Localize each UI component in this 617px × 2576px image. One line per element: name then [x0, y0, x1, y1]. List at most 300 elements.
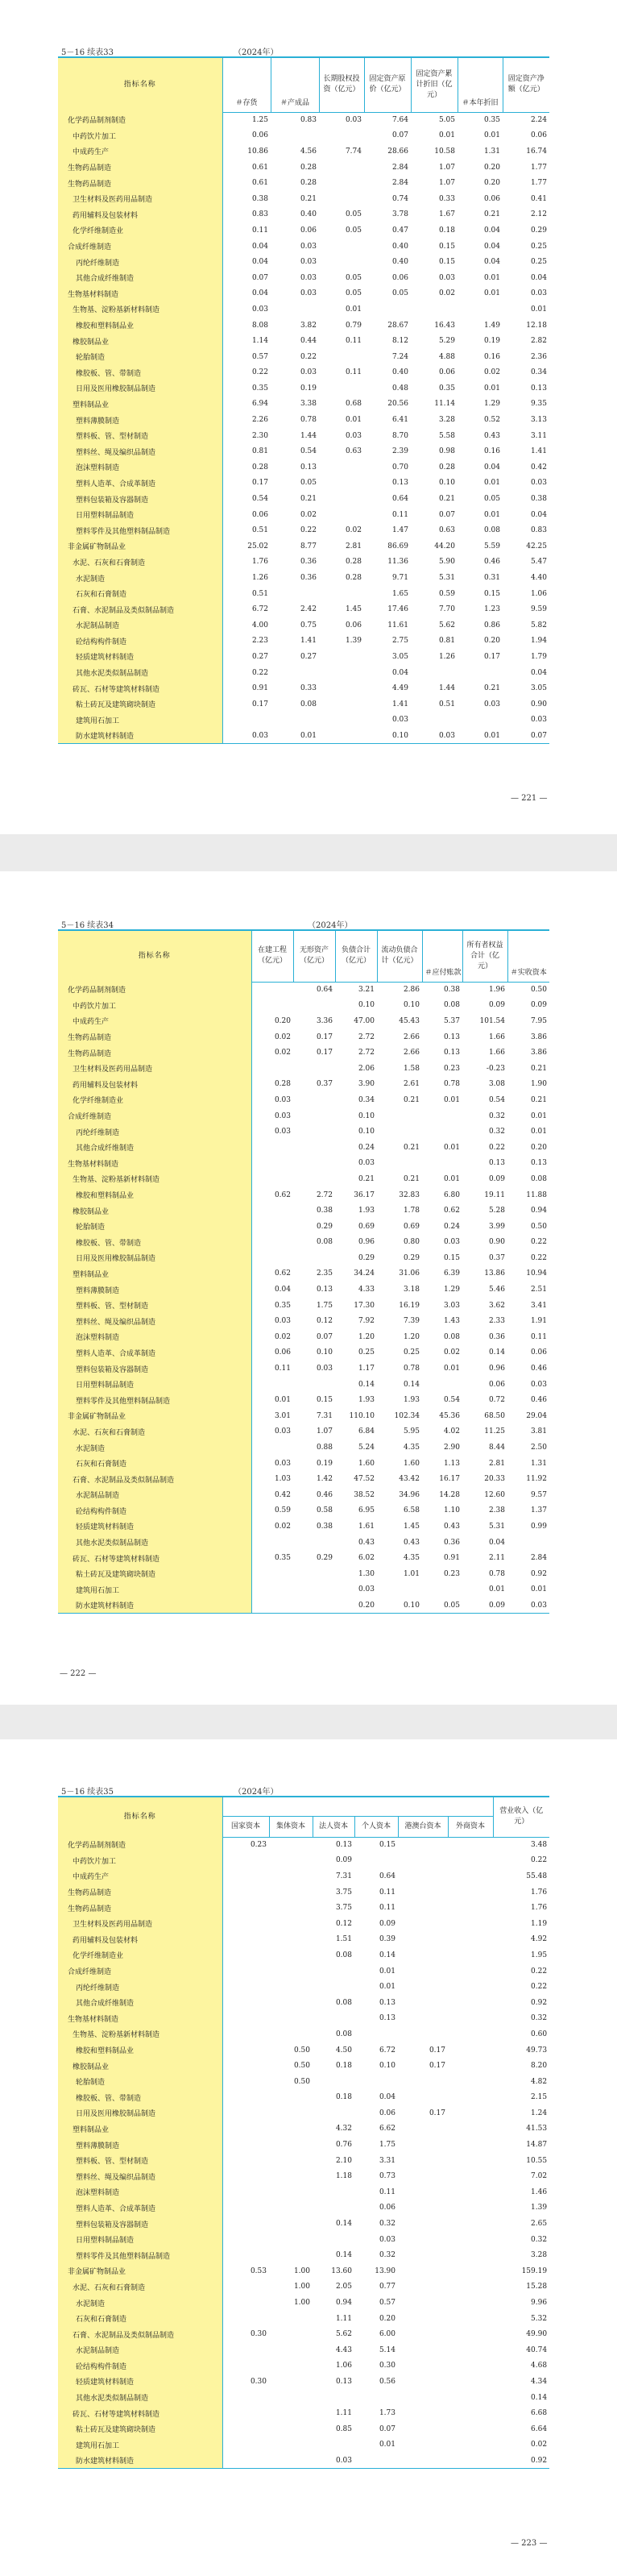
table-cell: 8.70 — [391, 431, 408, 440]
table-cell: 25.02 — [247, 542, 268, 551]
table-cell: 0.25 — [530, 242, 547, 251]
table-cell — [458, 713, 503, 729]
table-cell: 1.61 — [358, 1522, 375, 1531]
table-cell: 0.76 — [335, 2141, 352, 2150]
table-cell: 0.37 — [316, 1080, 333, 1089]
row-label: 橡胶板、管、带制造 — [58, 2090, 222, 2106]
table-cell: 0.01 — [345, 416, 362, 425]
row-label: 砖瓦、石材等建筑材料制造 — [58, 680, 222, 696]
table-cell — [398, 2342, 448, 2358]
table-cell: 0.03 — [313, 2453, 354, 2469]
table-cell: 0.03 — [300, 242, 317, 251]
table-cell: 3.41 — [530, 1301, 547, 1310]
table-cell: 1.03 — [274, 1475, 291, 1484]
table-cell: 0.40 — [391, 242, 408, 251]
table-cell — [222, 2421, 269, 2437]
table-cell — [222, 2026, 269, 2042]
column-header: 固定资产原价（亿元） — [364, 57, 411, 112]
table-cell: 4.43 — [335, 2345, 352, 2354]
table-cell: 0.83 — [300, 116, 317, 125]
table-cell — [448, 1932, 493, 1948]
table-row — [58, 1979, 549, 1995]
row-label: 砖瓦、石材等建筑材料制造 — [58, 2405, 222, 2421]
table-cell — [293, 1124, 335, 1140]
table-cell: 3.13 — [530, 416, 547, 425]
table-cell: 31.06 — [399, 1269, 420, 1278]
table-cell — [319, 459, 364, 476]
table-cell: 7.95 — [530, 1016, 547, 1025]
table-cell — [269, 2247, 313, 2263]
table-row — [58, 2279, 549, 2296]
row-label: 橡胶板、管、带制造 — [58, 365, 222, 381]
table-cell: 102.34 — [394, 1411, 420, 1420]
table-row — [58, 2358, 549, 2374]
table-cell — [222, 2453, 269, 2469]
table-cell: 5.14 — [379, 2345, 395, 2354]
table-cell — [222, 2200, 269, 2217]
table-cell: 1.43 — [443, 1317, 460, 1326]
table-cell: 1.78 — [403, 1207, 420, 1215]
row-label: 轻质建筑材料制造 — [58, 649, 222, 665]
table-cell: 0.17 — [483, 652, 500, 661]
column-header: 国家资本 — [222, 1816, 269, 1837]
table-cell: 0.86 — [483, 621, 500, 629]
table-cell: 0.21 — [530, 1064, 547, 1073]
table-cell: 2.50 — [530, 1444, 547, 1452]
table-cell: 0.02 — [274, 1049, 291, 1057]
table-cell: 0.04 — [251, 258, 268, 267]
table-cell: 1.67 — [438, 210, 455, 219]
table-cell: 1.45 — [403, 1522, 420, 1531]
row-label: 水泥制品制造 — [58, 2342, 222, 2358]
table-cell: 0.54 — [488, 1095, 505, 1104]
table-cell: 9.96 — [531, 2299, 548, 2308]
table-cell: 5.82 — [530, 621, 547, 629]
table-cell — [319, 254, 364, 270]
table-cell: 6.94 — [251, 400, 268, 409]
table-label: 5－16 续表33 — [61, 48, 114, 57]
table-row — [58, 713, 549, 729]
table-cell: 20.56 — [387, 400, 408, 409]
table-cell: 3.99 — [488, 1222, 505, 1231]
table-cell: 5.95 — [403, 1427, 420, 1436]
table-cell: 0.07 — [438, 510, 455, 519]
table-cell: 0.04 — [251, 242, 268, 251]
table-cell — [398, 1995, 448, 2011]
table-cell: 11.88 — [526, 1190, 547, 1199]
table-cell — [269, 2232, 313, 2248]
table-cell — [507, 1535, 549, 1551]
table-row — [58, 207, 549, 223]
table-cell — [448, 1995, 493, 2011]
table-cell — [293, 1566, 335, 1582]
table-cell: 1.24 — [531, 2109, 548, 2117]
table-cell: 6.41 — [391, 416, 408, 425]
table-cell: 0.51 — [251, 526, 268, 535]
table-row — [58, 982, 549, 998]
row-label: 化学药品制剂制造 — [58, 1837, 222, 1853]
table-cell: 4.40 — [530, 574, 547, 583]
table-cell — [222, 1868, 269, 1884]
table-cell: 0.24 — [443, 1222, 460, 1231]
table-cell: 2.84 — [391, 163, 408, 172]
table-cell: 0.14 — [403, 1380, 420, 1389]
table-cell — [222, 2216, 269, 2232]
table-cell: 10.86 — [247, 147, 268, 156]
table-cell — [448, 1963, 493, 1980]
table-cell: 1.58 — [403, 1064, 420, 1073]
column-header: ＃实收资本 — [507, 966, 549, 982]
table-cell — [448, 2011, 493, 2027]
table-cell: 1.29 — [443, 1286, 460, 1294]
table-cell: 0.04 — [530, 273, 547, 282]
table-cell: 0.07 — [251, 273, 268, 282]
table-cell: 8.77 — [300, 542, 317, 551]
table-cell: 5.37 — [443, 1016, 460, 1025]
table-row — [58, 2311, 549, 2327]
table-cell: 0.90 — [488, 1238, 505, 1247]
row-label: 生物基材料制造 — [58, 2011, 222, 2027]
data-table — [58, 56, 549, 744]
table-cell — [269, 1884, 313, 1901]
column-header: 个人资本 — [354, 1816, 398, 1837]
table-cell — [398, 1947, 448, 1963]
row-label: 中药饮片加工 — [58, 1853, 222, 1869]
table-cell: 0.08 — [316, 1238, 333, 1247]
table-cell — [448, 2390, 493, 2406]
table-cell: 0.06 — [379, 2109, 395, 2117]
table-row — [58, 1235, 549, 1251]
table-row — [58, 1124, 549, 1140]
table-cell — [458, 665, 503, 681]
row-label: 轻质建筑材料制造 — [58, 1519, 251, 1535]
table-cell — [448, 2263, 493, 2279]
table-cell: 4.82 — [531, 2077, 548, 2086]
table-cell: 0.62 — [274, 1190, 291, 1199]
row-label: 其他水泥类似制品制造 — [58, 1535, 251, 1551]
column-header: 所有者权益合计（亿元） — [462, 930, 507, 982]
table-row — [58, 1995, 549, 2011]
table-cell: 1.11 — [335, 2409, 352, 2418]
table-cell: 0.07 — [503, 728, 549, 744]
table-row — [58, 680, 549, 696]
table-row — [58, 286, 549, 302]
table-cell: 0.22 — [531, 1983, 548, 1992]
table-cell: 1.94 — [530, 637, 547, 646]
table-cell: 34.96 — [399, 1490, 420, 1499]
table-cell: 0.19 — [300, 384, 317, 393]
table-row — [58, 2405, 549, 2421]
table-cell: 8.44 — [488, 1444, 505, 1452]
table-cell: 8.12 — [391, 337, 408, 346]
table-cell: 0.04 — [488, 1538, 505, 1547]
table-cell — [313, 2074, 354, 2090]
table-cell: 7.31 — [335, 1872, 352, 1880]
table-cell: 0.17 — [429, 2046, 445, 2055]
row-label: 生物药品制造 — [58, 1884, 222, 1901]
table-year: （2024年） — [234, 48, 279, 57]
table-cell: 0.81 — [251, 447, 268, 456]
row-label: 塑料薄膜制造 — [58, 412, 222, 428]
table-cell: 1.06 — [530, 589, 547, 598]
table-cell: 0.08 — [443, 1001, 460, 1010]
row-label: 塑料板、管、型材制造 — [58, 2153, 222, 2169]
table-cell: 3.86 — [530, 1049, 547, 1057]
table-cell — [398, 2216, 448, 2232]
row-label: 塑料制品业 — [58, 1266, 251, 1282]
table-cell — [269, 1995, 313, 2011]
row-label: 石灰和石膏制造 — [58, 1456, 251, 1472]
table-cell: 1.01 — [403, 1569, 420, 1578]
row-label: 塑料包装箱及容器制造 — [58, 1361, 251, 1377]
table-row — [58, 143, 549, 160]
table-row — [58, 601, 549, 617]
table-cell: 17.46 — [387, 605, 408, 614]
table-row — [58, 1345, 549, 1361]
table-cell: 0.29 — [316, 1554, 333, 1563]
table-cell: 0.18 — [335, 2062, 352, 2071]
table-cell — [398, 1979, 448, 1995]
table-cell: 0.36 — [443, 1538, 460, 1547]
table-cell: 0.04 — [391, 668, 408, 677]
row-label: 轻质建筑材料制造 — [58, 2374, 222, 2390]
table-cell: 28.67 — [387, 321, 408, 330]
table-row — [58, 1550, 549, 1566]
table-cell: 0.07 — [391, 131, 408, 140]
table-row — [58, 1535, 549, 1551]
table-cell — [448, 2437, 493, 2453]
table-row — [58, 254, 549, 270]
table-row — [58, 1029, 549, 1045]
table-cell: 0.21 — [403, 1143, 420, 1152]
table-cell — [448, 2295, 493, 2311]
column-header: ＃本年折旧 — [458, 96, 503, 112]
table-row — [58, 301, 549, 318]
table-cell: 2.66 — [403, 1049, 420, 1057]
table-cell: 0.32 — [379, 2251, 395, 2260]
row-label: 日用塑料制品制造 — [58, 507, 222, 523]
table-cell: 9.59 — [530, 605, 547, 614]
table-cell — [448, 2453, 493, 2469]
table-row — [58, 2390, 549, 2406]
table-cell — [222, 1963, 269, 1980]
table-cell: 2.10 — [335, 2156, 352, 2165]
row-label: 塑料板、管、型材制造 — [58, 428, 222, 444]
table-year: （2024年） — [308, 921, 353, 930]
table-cell: 4.32 — [335, 2125, 352, 2134]
table-cell: 1.31 — [530, 1459, 547, 1468]
table-cell — [458, 301, 503, 318]
row-label: 化学纤维制造业 — [58, 1947, 222, 1963]
row-label: 水泥制造 — [58, 1440, 251, 1456]
table-cell: 0.09 — [488, 1174, 505, 1183]
table-cell — [377, 1582, 422, 1598]
table-cell: 4.00 — [251, 621, 268, 629]
table-cell: 6.95 — [358, 1506, 375, 1515]
table-cell: 0.21 — [300, 495, 317, 504]
table-cell: 0.68 — [345, 400, 362, 409]
table-cell: 0.77 — [379, 2283, 395, 2291]
row-label: 其他合成纤维制造 — [58, 270, 222, 286]
table-cell — [222, 1932, 269, 1948]
table-cell: 0.10 — [358, 1111, 375, 1120]
table-cell — [319, 349, 364, 365]
table-cell: 0.50 — [530, 1222, 547, 1231]
table-cell: 4.35 — [403, 1444, 420, 1452]
table-cell — [319, 160, 364, 176]
table-cell — [398, 2405, 448, 2421]
table-cell: 0.53 — [250, 2266, 267, 2275]
table-cell: 0.17 — [316, 1032, 333, 1041]
table-row — [58, 1392, 549, 1408]
table-row — [58, 491, 549, 507]
table-cell: 3.36 — [316, 1016, 333, 1025]
page-number: — 221 — — [511, 794, 548, 803]
table-cell: 0.13 — [335, 1841, 352, 1850]
table-cell: 0.83 — [251, 210, 268, 219]
table-cell: 0.02 — [300, 510, 317, 519]
table-cell — [222, 713, 271, 729]
table-cell: 55.48 — [526, 1872, 548, 1880]
row-label: 其他合成纤维制造 — [58, 1140, 251, 1156]
table-cell: 13.90 — [375, 2266, 395, 2275]
table-cell — [313, 2184, 354, 2200]
table-cell: 0.15 — [438, 242, 455, 251]
table-cell: 0.03 — [358, 1159, 375, 1168]
table-cell: 0.13 — [300, 463, 317, 472]
table-cell: 0.21 — [403, 1174, 420, 1183]
table-cell — [269, 2358, 313, 2374]
table-cell — [271, 713, 319, 729]
table-cell: 0.03 — [411, 728, 458, 744]
row-label: 合成纤维制造 — [58, 239, 222, 255]
table-row — [58, 1440, 549, 1456]
table-row — [58, 1853, 549, 1869]
table-cell — [269, 2421, 313, 2437]
table-cell — [269, 1853, 313, 1869]
table-cell — [269, 2437, 313, 2453]
table-cell — [269, 2405, 313, 2421]
table-cell — [222, 2105, 269, 2121]
table-cell: 1.79 — [530, 652, 547, 661]
table-cell: 5.31 — [438, 574, 455, 583]
table-cell: 0.14 — [488, 1348, 505, 1357]
table-row — [58, 1077, 549, 1093]
table-cell: 0.02 — [443, 1348, 460, 1357]
table-cell: 0.10 — [358, 1001, 375, 1010]
table-cell: 0.28 — [300, 179, 317, 188]
table-cell: 0.21 — [300, 194, 317, 203]
table-cell: 17.30 — [354, 1301, 375, 1310]
table-cell: 0.38 — [316, 1522, 333, 1531]
table-cell: 1.31 — [483, 147, 500, 156]
table-cell — [422, 1124, 462, 1140]
table-cell: 0.01 — [443, 1174, 460, 1183]
table-cell: 0.69 — [358, 1222, 375, 1231]
row-label: 橡胶制品业 — [58, 2058, 222, 2074]
table-row — [58, 570, 549, 586]
column-header: 长期股权投资（亿元） — [319, 57, 364, 112]
table-cell: 40.74 — [526, 2345, 548, 2354]
table-row — [58, 1947, 549, 1963]
table-cell: 0.46 — [483, 558, 500, 567]
table-cell — [251, 1250, 293, 1266]
column-header: 港澳台资本 — [398, 1816, 448, 1837]
row-label: 轮胎制造 — [58, 349, 222, 365]
table-cell — [422, 1108, 462, 1124]
table-cell — [269, 2216, 313, 2232]
table-cell: 5.31 — [488, 1522, 505, 1531]
table-cell — [448, 2358, 493, 2374]
row-label: 生物基材料制造 — [58, 1156, 251, 1172]
table-cell — [293, 1092, 335, 1108]
row-label: 建筑用石加工 — [58, 1582, 251, 1598]
table-cell: 0.17 — [251, 700, 268, 708]
table-cell: 0.16 — [483, 447, 500, 456]
page-222 — [0, 871, 617, 1705]
table-cell: 0.01 — [483, 131, 500, 140]
table-cell: 1.30 — [358, 1569, 375, 1578]
table-cell: 1.76 — [531, 1904, 548, 1913]
table-cell: 6.62 — [379, 2125, 395, 2134]
row-label: 生物药品制造 — [58, 175, 222, 191]
table-cell: 1.75 — [379, 2141, 395, 2150]
table-cell: 0.34 — [530, 368, 547, 377]
table-cell: 19.11 — [484, 1190, 505, 1199]
table-cell: 0.62 — [274, 1269, 291, 1278]
table-cell: 45.43 — [399, 1016, 420, 1025]
table-cell: 0.02 — [274, 1032, 291, 1041]
table-cell — [448, 2342, 493, 2358]
table-cell: 0.47 — [391, 226, 408, 235]
table-cell — [293, 1061, 335, 1077]
table-cell: 4.68 — [531, 2362, 548, 2370]
table-cell: 0.03 — [530, 1380, 547, 1389]
table-cell: 0.57 — [379, 2299, 395, 2308]
table-cell: 0.11 — [530, 1332, 547, 1341]
table-cell — [251, 1440, 293, 1456]
table-cell: 0.14 — [335, 2220, 352, 2229]
table-cell — [448, 2026, 493, 2042]
row-label: 塑料丝、绳及编织品制造 — [58, 2168, 222, 2184]
table-row — [58, 1424, 549, 1440]
table-cell: 0.12 — [335, 1919, 352, 1928]
table-cell: 0.44 — [300, 337, 317, 346]
table-cell: 0.34 — [358, 1095, 375, 1104]
table-cell — [448, 1916, 493, 1932]
table-cell: 0.04 — [483, 226, 500, 235]
table-cell: 0.22 — [251, 668, 268, 677]
table-cell — [448, 2074, 493, 2090]
table-cell: 0.46 — [530, 1396, 547, 1405]
table-cell: 0.30 — [250, 2377, 267, 2386]
table-cell: 5.62 — [335, 2330, 352, 2339]
table-cell — [398, 2074, 448, 2090]
table-cell: 0.08 — [335, 2030, 352, 2038]
table-cell: 0.30 — [250, 2330, 267, 2339]
table-cell: 0.05 — [345, 289, 362, 298]
table-cell — [448, 2374, 493, 2390]
table-cell: 0.63 — [438, 526, 455, 535]
table-cell: 0.11 — [274, 1365, 291, 1373]
table-cell — [411, 665, 458, 681]
table-cell: 0.78 — [403, 1365, 420, 1373]
table-cell — [222, 2074, 269, 2090]
table-cell: 1.47 — [391, 526, 408, 535]
table-cell: 6.58 — [403, 1506, 420, 1515]
table-cell: 0.02 — [531, 2441, 548, 2449]
table-cell: 0.06 — [391, 273, 408, 282]
